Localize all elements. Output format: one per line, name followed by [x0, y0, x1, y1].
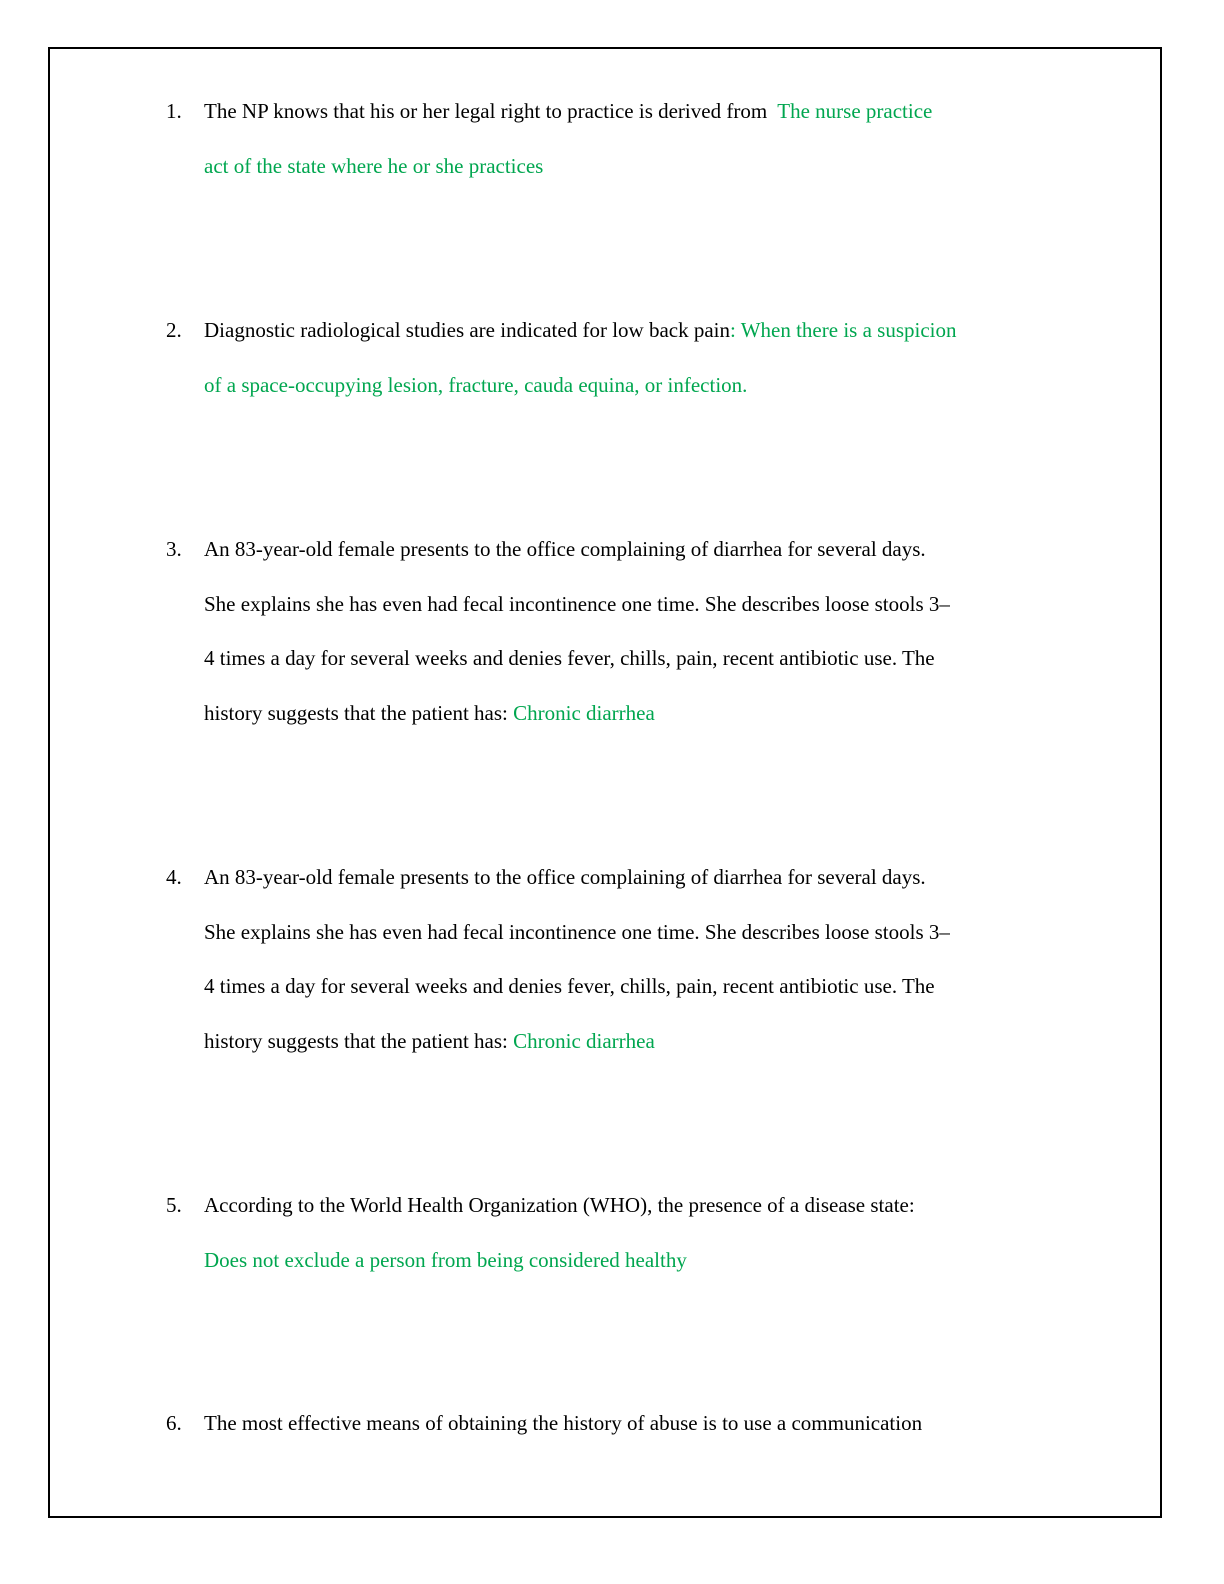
text-line [204, 850, 1066, 905]
question-number: 1. [166, 99, 182, 123]
question-6 [166, 1396, 1066, 1451]
question-segment: According to the World Health Organization (WHO), the presence of a disease state: [204, 1193, 915, 1217]
question-segment: She explains she has even had fecal incontinence one time. She describes loose stools 3– [204, 591, 950, 616]
question-4 [166, 850, 1066, 1068]
question-text [204, 303, 1066, 412]
question-segment: The NP knows that his or her legal right to practice is derived from [204, 99, 778, 123]
question-segment: 4 times a day for several weeks and denies fever, chills, pain, recent antibiotic use. The [204, 646, 935, 671]
question-text [204, 522, 1066, 740]
text-line [204, 577, 1066, 632]
question-text [204, 850, 1066, 1068]
answer-text: The nurse practice [777, 99, 933, 123]
answer-text: : When there is a suspicion [730, 318, 957, 342]
question-3 [166, 522, 1066, 740]
answer-text: Chronic diarrhea [513, 1028, 655, 1053]
question-1 [166, 84, 1066, 193]
page-border [48, 47, 1162, 1518]
question-segment: She explains she has even had fecal incontinence one time. She describes loose stools 3– [204, 919, 950, 944]
question-5 [166, 1178, 1066, 1287]
text-line [204, 905, 1066, 960]
question-segment: An 83-year-old female presents to the office complaining of diarrhea for several days. [204, 537, 926, 561]
question-number: 6. [166, 1411, 182, 1435]
question-segment: history suggests that the patient has: [204, 1028, 514, 1053]
question-2 [166, 303, 1066, 412]
text-line [204, 303, 1066, 358]
question-text [204, 84, 1066, 193]
text-line [204, 522, 1066, 577]
text-line [204, 1178, 1066, 1233]
text-line [204, 84, 1066, 139]
question-number: 3. [166, 537, 182, 561]
question-number: 2. [166, 318, 182, 342]
text-line [204, 139, 1066, 194]
answer-text: of a space-occupying lesion, fracture, cauda equina, or infection. [204, 372, 748, 397]
text-line [204, 959, 1066, 1014]
answer-text: act of the state where he or she practices [204, 153, 544, 178]
text-line [204, 358, 1066, 413]
text-line [204, 1233, 1066, 1288]
answer-text: Does not exclude a person from being considered healthy [204, 1247, 687, 1272]
question-text [204, 1178, 1066, 1287]
question-segment: 4 times a day for several weeks and denies fever, chills, pain, recent antibiotic use. The [204, 974, 935, 999]
question-number: 5. [166, 1193, 182, 1217]
text-line [204, 631, 1066, 686]
question-segment: An 83-year-old female presents to the office complaining of diarrhea for several days. [204, 865, 926, 889]
text-line [204, 1014, 1066, 1069]
text-line [204, 686, 1066, 741]
question-segment: history suggests that the patient has: [204, 700, 514, 725]
question-number: 4. [166, 865, 182, 889]
text-line [204, 1396, 1066, 1451]
answer-text: Chronic diarrhea [513, 700, 655, 725]
question-segment: Diagnostic radiological studies are indicated for low back pain [204, 318, 730, 342]
question-text [204, 1396, 1066, 1451]
question-segment: The most effective means of obtaining the history of abuse is to use a communication [204, 1411, 923, 1435]
